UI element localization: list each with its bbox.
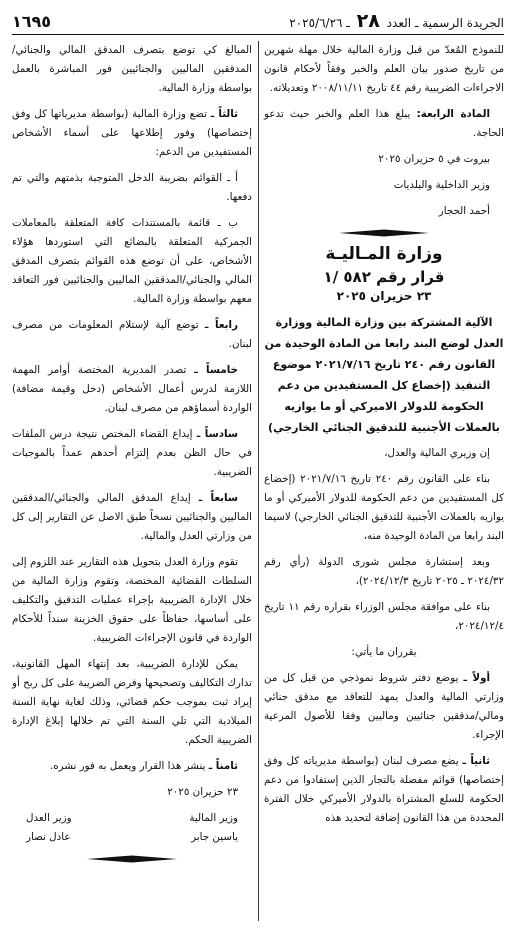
decide-line: يقرران ما يأتي: [351, 646, 417, 658]
article-seventh-text: إيداع المدقق المالي والجنائي/المدققين الماليين والجنائيين نسخاً طبق الاصل عن التقارير إلى كل من وزارتي العدل والمالية. [12, 492, 252, 542]
finance-minister-title: وزير المالية [189, 812, 238, 824]
end-divider [87, 855, 177, 863]
issue-number: ٢٨ [356, 10, 380, 32]
place-date: بيروت في ٥ حزيران ٢٠٢٥ [378, 153, 490, 165]
article-first [264, 669, 504, 745]
section-divider [339, 229, 429, 237]
signature-date: ٢٣ حزيران ٢٠٢٥ [167, 786, 238, 798]
minister-title: وزير الداخلية والبلديات [393, 179, 490, 191]
article-first-text: يوضع دفتر شروط نموذجي من قبل كل من وزارتي المالية والعدل يمهد للتعاقد مع مدقق جنائي ومالي/مدققين جنائيين وماليين وفقا للأصول المرعية الإجراء. [264, 672, 504, 741]
decision-date: ٢٣ حزيران ٢٠٢٥ [336, 289, 432, 303]
signatures-names [12, 828, 252, 847]
article-first-label: أولاً ـ [463, 672, 490, 684]
article-four-text: يبلغ هذا العلم والخبر حيث تدعو الحاجة. [264, 108, 504, 139]
article-third-text: تضع وزارة المالية (بواسطة مديرياتها كل وفق إختصاصها) وفور إطلاعها على أسماء الأشخاص المستفيدين من الدعم: [12, 108, 252, 158]
article-fourth-label: رابعاً ـ [204, 319, 239, 331]
article-second-label: ثانياً ـ [462, 755, 490, 767]
decision-number: قرار رقم ٥٨٢ /١ [323, 268, 445, 286]
gazette-name: الجريدة الرسمية ـ العدد [386, 16, 504, 30]
article-second-text: يضع مصرف لبنان (بواسطة مديرياته كل وفق إختصاصها) قوائم مفصلة بالتجار الذين إستفادوا من دعم الحكومة للسلع المشتراة بالدولار الأميركي خلال الفترة المحددة من هذا القانون إضافة لتحديد هذه [264, 755, 504, 824]
article-third-label: ثالثاً ـ [210, 108, 238, 120]
article-fourth-text: توضع آلية لإستلام المعلومات من مصرف لبنان. [12, 319, 252, 350]
article-fourth [12, 316, 252, 354]
article-sixth-text: إيداع القضاء المختص نتيجة درس الملفات في حال الظن بعدم إلتزام أحدهم عمداً بالموجبات الضريبية. [12, 428, 252, 478]
article-fifth-text: تصدر المديرية المختصة أوامر المهمة اللازمة لدرس أعمال الأشخاص (دخل وقيمة مضافة) الواردة أسماؤهم من مصرف لبنان. [12, 364, 252, 414]
minister-name: أحمد الحجار [438, 205, 490, 217]
tax-admin-paragraph: يمكن للإدارة الضريبية، بعد إنتهاء المهل القانونية، تدارك التكاليف وتصحيحها وفرض الضريبة على كل ربح أو إيراد ثبت بموجب حكم قضائي، وذلك لغاية نهاية السنة الميلادية التي تلي السنة التي تم خلالها إبلاغ الإدارة الضريبية الحكم. [12, 658, 252, 746]
article-fifth [12, 361, 252, 418]
finance-minister-name: ياسين جابر [191, 831, 238, 843]
justice-minister-title: وزير العدل [26, 812, 72, 824]
justice-minister-name: عادل نصار [26, 831, 71, 843]
left-column [12, 41, 252, 921]
issue-date: ـ ٢٠٢٥/٦/٢٦ [289, 16, 350, 30]
article-eighth [12, 757, 252, 776]
column-divider [258, 41, 259, 921]
ministry-heading: وزارة المـاليـة [325, 244, 443, 264]
page-header [12, 8, 504, 35]
article-four [264, 105, 504, 143]
item-a: أ ـ القوائم بضريبة الدخل المتوجبة بذمتهم والتي تم دفعها. [12, 172, 252, 203]
decision-title: الآلية المشتركة بين وزارة المالية ووزارة العدل لوضع البند رابعا من المادة الوحيدة من القانون رقم ٢٤٠ تاريخ ٢٠٢١/٧/١٦ موضوع التنفيذ (إخضاع كل المستفيدين من دعم الحكومة للدولار الاميركي أو ما يوازيه بالعملات الأجنبية للتدقيق الجنائي الخارجي) [264, 316, 504, 434]
gazette-title [289, 10, 504, 32]
article-sixth [12, 425, 252, 482]
council-reference: وبعد إستشارة مجلس شورى الدولة (رأي رقم ٢٠٢٤/٣٢ ـ ٢٠٢٥ تاريخ ٢٠٢٤/١٢/٣)، [264, 556, 504, 587]
article-four-label: المادة الرابعة: [416, 108, 490, 120]
two-column-body [12, 41, 504, 921]
article-seventh-label: سابعاً ـ [198, 492, 238, 504]
continued-paragraph: للنموذج المُعدّ من قبل وزارة المالية خلال مهلة شهرين من تاريخ صدور بيان العلم والخبر وفقاً لأحكام قانون الاجراءات الضريبية رقم ٤٤ تاريخ ٢٠٠٨/١١/١١ وتعديلاته. [264, 44, 504, 94]
justice-paragraph: تقوم وزارة العدل بتحويل هذه التقارير عند اللزوم إلى السلطات القضائية المختصة، وتقوم وزارة المالية من خلال الإدارة الضريبية بإجراء عمليات التدقيق والتكليف على أساسها، حفاظاً على حقوق الخزينة سنداً للأحكام الواردة في قانون الإجراءات الضريبية. [12, 556, 252, 644]
article-seventh [12, 489, 252, 546]
preamble: إن وزيري المالية والعدل، [384, 447, 490, 459]
article-fifth-label: خامساً ـ [194, 364, 238, 376]
law-reference: بناء على القانون رقم ٢٤٠ تاريخ ٢٠٢١/٧/١٦ (إخضاع كل المستفيدين من دعم الحكومة للدولار الأميركي أو ما يوازيه بالعملات الأجنبية للتدقيق الجنائي الخارجي) لاسيما البند رابعا من المادة الوحيدة منه، [264, 473, 504, 542]
article-eighth-label: ثامناً ـ [208, 760, 238, 772]
signatures-titles [12, 809, 252, 828]
article-third [12, 105, 252, 162]
article-eighth-text: ينشر هذا القرار ويعمل به فور نشره. [49, 760, 209, 772]
item-b: ب ـ قائمة بالمستندات كافة المتعلقة بالمعاملات الجمركية المتعلقة بالبضائع التي استوردها هؤلاء الأشخاص، على أن توضع هذه القوائم بتصرف المدقق المالي والجنائي/المدققين الماليين والجنائيين فور التعاقد معهم بواسطة وزارة المالية. [12, 217, 252, 305]
article-sixth-label: سادساً ـ [196, 428, 239, 440]
right-column [264, 41, 504, 921]
page-number: ١٦٩٥ [12, 11, 52, 31]
article-second [264, 752, 504, 828]
cabinet-reference: بناء على موافقة مجلس الوزراء بقراره رقم ١١ تاريخ ٢٠٢٤/١٢/٤، [264, 601, 504, 632]
continued-paragraph: المبالغ كي توضع بتصرف المدقق المالي والجنائي/ المدققين الماليين والجنائيين فور المباشرة بالعمل بواسطة وزارة المالية. [12, 44, 252, 94]
